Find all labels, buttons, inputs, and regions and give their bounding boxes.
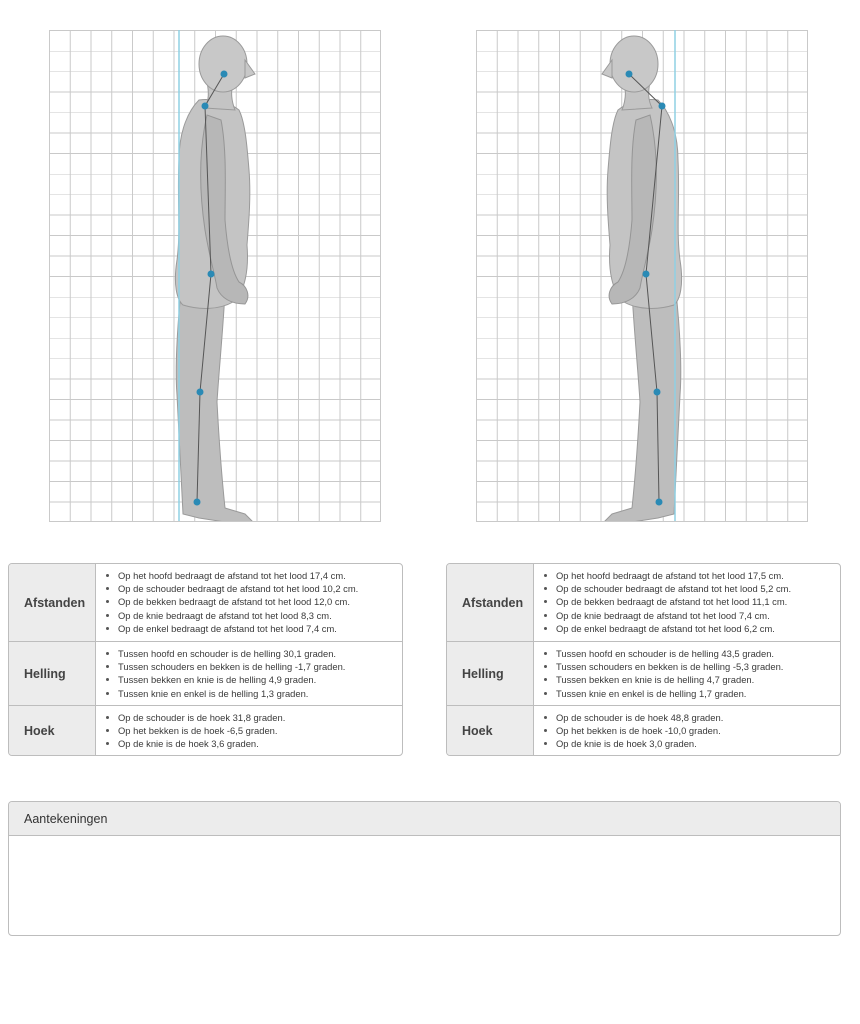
table-row-afstanden <box>9 564 402 642</box>
row-header: Afstanden <box>9 564 96 641</box>
list-item: Tussen knie en enkel is de helling 1,3 graden. <box>118 687 345 700</box>
list-item: Op de knie is de hoek 3,0 graden. <box>556 737 723 750</box>
marker-head <box>626 71 633 78</box>
measurement-list <box>96 642 345 705</box>
list-item: Tussen knie en enkel is de helling 1,7 graden. <box>556 687 783 700</box>
marker-head <box>221 71 228 78</box>
row-header: Helling <box>447 642 534 705</box>
list-item: Op de knie bedraagt de afstand tot het lood 7,4 cm. <box>556 609 791 622</box>
list-item: Tussen schouders en bekken is de helling -5,3 graden. <box>556 661 784 673</box>
list-item: Tussen hoofd en schouder is de helling 43,5 graden. <box>556 647 783 660</box>
measurement-list <box>534 564 791 641</box>
posture-figure-right-side <box>476 30 808 522</box>
nose <box>602 60 612 78</box>
list-item: Tussen schouders en bekken is de helling -1,7 graden. <box>118 661 346 673</box>
row-header: Hoek <box>9 706 96 755</box>
list-item: Tussen bekken en knie is de helling 4,7 graden. <box>556 673 783 686</box>
table-row-helling <box>447 642 840 706</box>
marker-ankle <box>656 499 663 506</box>
notes-panel <box>8 801 841 936</box>
list-item: Op de enkel bedraagt de afstand tot het lood 7,4 cm. <box>118 622 358 635</box>
row-header: Afstanden <box>447 564 534 641</box>
marker-ankle <box>194 499 201 506</box>
marker-shoulder <box>202 103 209 110</box>
measurement-list <box>534 706 723 755</box>
list-item: Op het hoofd bedraagt de afstand tot het lood 17,5 cm. <box>556 569 791 582</box>
list-item: Op het hoofd bedraagt de afstand tot het lood 17,4 cm. <box>118 569 358 582</box>
list-item: Op de schouder bedraagt de afstand tot het lood 10,2 cm. <box>118 583 359 595</box>
row-header: Hoek <box>447 706 534 755</box>
body-silhouette <box>602 36 682 522</box>
head <box>199 36 247 92</box>
list-item: Op de knie bedraagt de afstand tot het lood 8,3 cm. <box>118 609 358 622</box>
list-item: Op de schouder is de hoek 31,8 graden. <box>118 712 286 723</box>
measurement-list <box>534 642 783 705</box>
measurement-list <box>96 564 358 641</box>
table-row-hoek <box>447 706 840 755</box>
measurement-table-right <box>446 563 841 756</box>
marker-shoulder <box>659 103 666 110</box>
table-row-afstanden <box>447 564 840 642</box>
head <box>610 36 658 92</box>
body-silhouette <box>175 36 255 522</box>
posture-figure-left-side <box>49 30 381 522</box>
list-item: Op het bekken is de hoek -10,0 graden. <box>556 724 723 737</box>
list-item: Op de bekken bedraagt de afstand tot het lood 12,0 cm. <box>118 595 358 608</box>
list-item: Tussen hoofd en schouder is de helling 30,1 graden. <box>118 647 345 660</box>
list-item: Op de schouder bedraagt de afstand tot het lood 5,2 cm. <box>556 583 792 595</box>
legs <box>604 292 681 522</box>
body-scan-left-side <box>49 30 381 522</box>
body-scan-right-side <box>476 30 808 522</box>
table-row-helling <box>9 642 402 706</box>
list-item: Op de bekken bedraagt de afstand tot het lood 11,1 cm. <box>556 595 791 608</box>
marker-pelvis <box>208 271 215 278</box>
list-item: Tussen bekken en knie is de helling 4,9 graden. <box>118 673 345 686</box>
measurement-list <box>96 706 285 755</box>
measurement-table-left <box>8 563 403 756</box>
table-row-hoek <box>9 706 402 755</box>
list-item: Op de enkel bedraagt de afstand tot het lood 6,2 cm. <box>556 622 791 635</box>
legs <box>176 292 253 522</box>
list-item: Op de knie is de hoek 3,6 graden. <box>118 737 285 750</box>
nose <box>245 60 255 78</box>
list-item: Op de schouder is de hoek 48,8 graden. <box>556 712 724 723</box>
row-header: Helling <box>9 642 96 705</box>
marker-knee <box>197 389 204 396</box>
list-item: Op het bekken is de hoek -6,5 graden. <box>118 724 285 737</box>
notes-title: Aantekeningen <box>9 802 840 836</box>
marker-pelvis <box>643 271 650 278</box>
marker-knee <box>654 389 661 396</box>
